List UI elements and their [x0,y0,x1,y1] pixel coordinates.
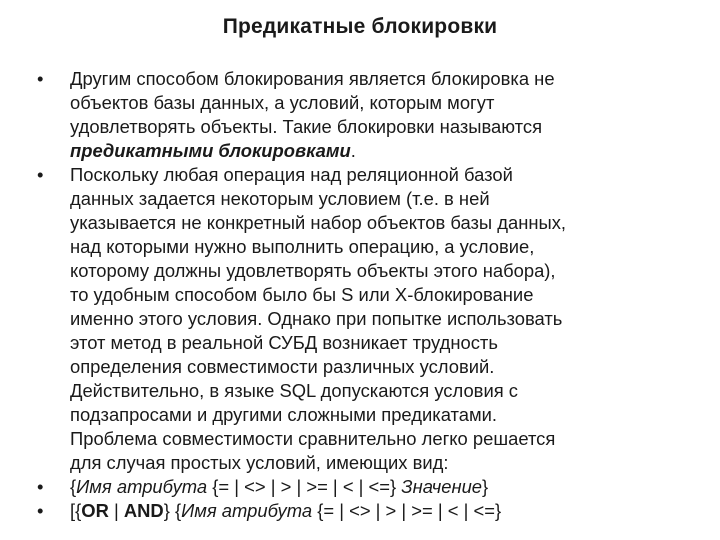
bullet2-line: данных задается некоторым условием (т.е. в ней [70,188,490,209]
bullet-item-3 [37,475,677,499]
brace-mid: } { [163,500,182,521]
bullet1-line4 [70,139,677,163]
predicate-locks-term: предикатными блокировками [70,140,351,161]
bullet-dot: • [37,164,44,185]
bullet-dot: • [37,500,44,521]
attribute-name-term: Имя атрибута [181,500,313,521]
and-keyword: AND [123,500,164,521]
slide-title: Предикатные блокировки [222,15,498,38]
bullet-item-4 [37,499,677,523]
bullet-dot: • [37,68,44,89]
or-keyword: OR [81,500,109,521]
bullet1-line3: удовлетворять объекты. Такие блокировки называются [70,116,543,137]
bullet2-line: над которыми нужно выполнить операцию, а условие, [70,236,535,257]
bullet2-line: для случая простых условий, имеющих вид: [70,452,449,473]
brace-close: } [482,476,489,497]
bullet2-line: Проблема совместимости сравнительно легко решается [70,428,556,449]
bullet1-line2: объектов базы данных, а условий, которым могут [70,92,495,113]
bullet2-line: именно этого условия. Однако при попытке использовать [70,308,563,329]
bullet-item-2 [37,163,677,475]
attribute-name-term: Имя атрибута [76,476,208,497]
bullet1-period: . [350,140,356,161]
bullet-item-1 [37,67,677,163]
bullet2-line: подзапросами и другими сложными предикатами. [70,404,497,425]
brace-open: { [70,476,77,497]
bullet2-line: которому должны удовлетворять объекты этого набора), [70,260,556,281]
bullet2-line: указывается не конкретный набор объектов базы данных, [70,212,567,233]
bullet2-line: этот метод в реальной СУБД возникает трудность [70,332,498,353]
bullet2-line: то удобным способом было бы S или X-блокирование [70,284,534,305]
value-term: Значение [401,476,483,497]
bullet2-line: определения совместимости различных условий. [70,356,495,377]
compound-condition-syntax [70,499,677,523]
bullet2-line: Поскольку любая операция над реляционной базой [70,164,513,185]
operators: {= | <> | > | >= | < | <=} [207,476,402,497]
bullet-dot: • [37,476,44,497]
bracket-open: [{ [70,500,82,521]
slide-content [37,67,677,523]
operators: {= | <> | > | >= | < | <=} [312,500,502,521]
bullet1-line1: Другим способом блокирования является блокировка не [70,68,555,89]
condition-syntax [70,475,677,499]
separator: | [108,500,124,521]
bullet2-line: Действительно, в языке SQL допускаются условия с [70,380,518,401]
